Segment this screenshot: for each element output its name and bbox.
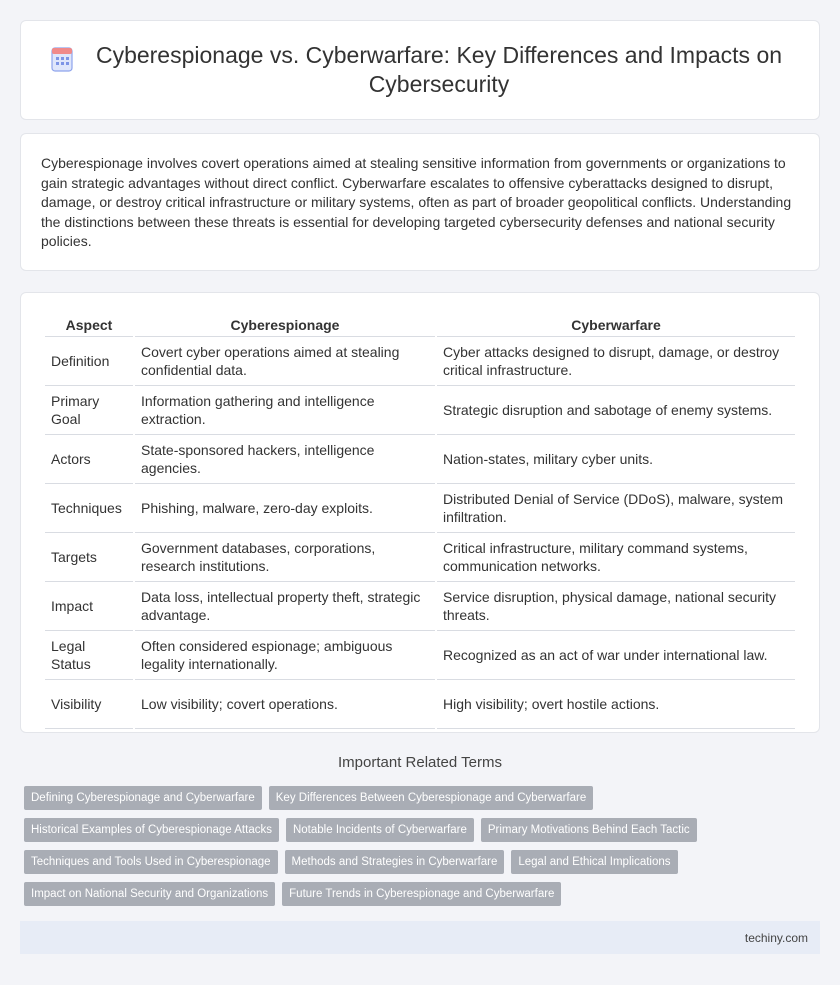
cell-cyberespionage: Covert cyber operations aimed at stealing confidential data. <box>135 337 435 386</box>
related-term-tag[interactable]: Historical Examples of Cyberespionage Attacks <box>24 818 279 842</box>
cell-cyberwarfare: High visibility; overt hostile actions. <box>437 680 795 729</box>
row-aspect: Visibility <box>45 680 133 729</box>
related-terms-title: Important Related Terms <box>338 754 502 771</box>
footer-site[interactable]: techiny.com <box>744 930 808 945</box>
footer <box>20 921 820 954</box>
related-term-tag[interactable]: Defining Cyberespionage and Cyberwarfare <box>24 786 262 810</box>
related-term-tag[interactable]: Techniques and Tools Used in Cyberespionage <box>24 850 278 874</box>
row-aspect: Actors <box>45 435 133 484</box>
row-aspect: Definition <box>45 337 133 386</box>
header-cyberespionage: Cyberespionage <box>135 309 435 337</box>
cell-cyberwarfare: Cyber attacks designed to disrupt, damage, or destroy critical infrastructure. <box>437 337 795 386</box>
row-aspect: Primary Goal <box>45 386 133 435</box>
cell-cyberespionage: Information gathering and intelligence extraction. <box>135 386 435 435</box>
table-row <box>45 484 795 533</box>
comparison-table <box>43 309 797 729</box>
cell-cyberwarfare: Critical infrastructure, military command systems, communication networks. <box>437 533 795 582</box>
cell-cyberwarfare: Service disruption, physical damage, national security threats. <box>437 582 795 631</box>
cell-cyberespionage: Phishing, malware, zero-day exploits. <box>135 484 435 533</box>
related-term-tag[interactable]: Key Differences Between Cyberespionage and Cyberwarfare <box>269 786 593 810</box>
table-header-row <box>45 309 795 337</box>
cell-cyberespionage: Data loss, intellectual property theft, strategic advantage. <box>135 582 435 631</box>
related-term-tag[interactable]: Primary Motivations Behind Each Tactic <box>481 818 697 842</box>
table-row <box>45 337 795 386</box>
cell-cyberespionage: State-sponsored hackers, intelligence agencies. <box>135 435 435 484</box>
cell-cyberwarfare: Strategic disruption and sabotage of enemy systems. <box>437 386 795 435</box>
related-term-tag[interactable]: Notable Incidents of Cyberwarfare <box>286 818 474 842</box>
related-term-tag[interactable]: Methods and Strategies in Cyberwarfare <box>285 850 505 874</box>
table-row <box>45 386 795 435</box>
related-terms-row <box>24 818 824 842</box>
related-terms-list <box>24 786 824 914</box>
page-title: Cyberespionage vs. Cyberwarfare: Key Differences and Impacts on Cybersecurity <box>95 42 783 97</box>
header-aspect: Aspect <box>45 309 133 337</box>
table-row <box>45 533 795 582</box>
cell-cyberespionage: Often considered espionage; ambiguous legality internationally. <box>135 631 435 680</box>
comparison-table-card <box>20 292 820 733</box>
document-icon <box>50 45 76 73</box>
table-row <box>45 680 795 729</box>
header-card <box>20 20 820 120</box>
related-term-tag[interactable]: Legal and Ethical Implications <box>511 850 677 874</box>
table-row <box>45 631 795 680</box>
row-aspect: Targets <box>45 533 133 582</box>
related-term-tag[interactable]: Future Trends in Cyberespionage and Cyberwarfare <box>282 882 561 906</box>
related-terms-row <box>24 882 824 906</box>
related-term-tag[interactable]: Impact on National Security and Organizations <box>24 882 275 906</box>
cell-cyberespionage: Government databases, corporations, research institutions. <box>135 533 435 582</box>
related-terms-row <box>24 786 824 810</box>
cell-cyberwarfare: Recognized as an act of war under international law. <box>437 631 795 680</box>
intro-card <box>20 133 820 271</box>
cell-cyberwarfare: Distributed Denial of Service (DDoS), malware, system infiltration. <box>437 484 795 533</box>
intro-text: Cyberespionage involves covert operations aimed at stealing sensitive information from governments or organizations to gain strategic advantages without direct conflict. Cyberwarfare escalates to offensive cyberattacks designed to disrupt, damage, or destroy critical infrastructure or military systems, often as part of broader geopolitical conflicts. Understanding the distinctions between these threats is essential for developing targeted cybersecurity defenses and national security policies. <box>41 155 792 250</box>
cell-cyberespionage: Low visibility; covert operations. <box>135 680 435 729</box>
row-aspect: Impact <box>45 582 133 631</box>
header-cyberwarfare: Cyberwarfare <box>437 309 795 337</box>
row-aspect: Legal Status <box>45 631 133 680</box>
cell-cyberwarfare: Nation-states, military cyber units. <box>437 435 795 484</box>
table-row <box>45 582 795 631</box>
row-aspect: Techniques <box>45 484 133 533</box>
related-terms-row <box>24 850 824 874</box>
table-row <box>45 435 795 484</box>
